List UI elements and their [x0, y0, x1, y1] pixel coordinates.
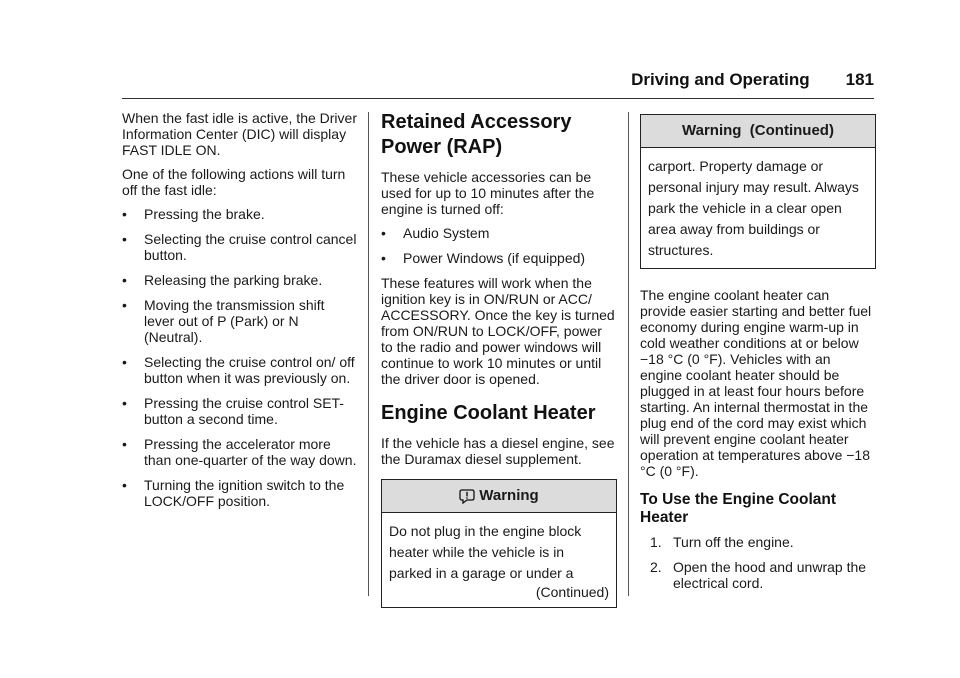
- engine-coolant-heater-heading: Engine Coolant Heater: [381, 402, 596, 424]
- rap-intro: These vehicle accessories can be used for up to 10 minutes after the engine is turned off:: [381, 169, 595, 217]
- fast-idle-actions-list: [122, 206, 358, 509]
- warning-header: [382, 480, 616, 513]
- bullet-dot-icon: •: [122, 477, 127, 493]
- bullet-dot-icon: •: [122, 436, 127, 452]
- warning-continued-body: carport. Property damage or personal injury may result. Always park the vehicle in a clear open area away from buildings or structures.: [648, 158, 859, 258]
- bullet-dot-icon: •: [122, 297, 127, 313]
- bullet-dot-icon: •: [381, 225, 386, 241]
- list-item: • Turning the ignition switch to the LOCK/OFF position.: [122, 477, 345, 509]
- list-item: • Pressing the cruise control SET- button a second time.: [122, 395, 344, 427]
- rap-body: These features will work when the ignition key is in ON/RUN or ACC/ ACCESSORY. Once the key is turned from ON/RUN to LOCK/OFF, power to the radio and power windows will continue to work 10 minutes or until the driver door is opened.: [381, 275, 615, 387]
- list-item: • Power Windows (if equipped): [381, 250, 586, 266]
- header-rule: [122, 98, 874, 99]
- warning-continued-title: Warning (Continued): [682, 122, 834, 139]
- page-number: 181: [845, 70, 874, 89]
- fast-idle-lead: One of the following actions will turn off the fast idle:: [122, 166, 346, 198]
- column-2: [381, 110, 617, 608]
- list-item: • Releasing the parking brake.: [122, 272, 323, 288]
- bullet-dot-icon: •: [122, 231, 127, 247]
- list-item: • Selecting the cruise control on/ off button when it was previously on.: [122, 354, 355, 386]
- list-item: • Selecting the cruise control cancel button.: [122, 231, 357, 263]
- list-item: 2. Open the hood and unwrap the electrical cord.: [650, 559, 867, 591]
- engine-coolant-heater-intro: If the vehicle has a diesel engine, see the Duramax diesel supplement.: [381, 435, 615, 467]
- column-1: [122, 110, 358, 518]
- warning-title: Warning: [479, 487, 539, 504]
- warning-continued-box: [640, 114, 876, 269]
- warning-body: [382, 513, 616, 607]
- warning-text: Do not plug in the engine block heater while the vehicle is in parked in a garage or under a: [389, 523, 582, 581]
- warning-box: [381, 479, 617, 608]
- list-item: • Pressing the accelerator more than one-quarter of the way down.: [122, 436, 357, 468]
- column-divider-2: [628, 112, 629, 596]
- bullet-dot-icon: •: [122, 395, 127, 411]
- use-heater-steps: [640, 534, 876, 591]
- page-header: [122, 70, 874, 90]
- use-heater-subheading: To Use the Engine Coolant Heater: [640, 491, 837, 526]
- fast-idle-intro: When the fast idle is active, the Driver Information Center (DIC) will display FAST IDLE ON.: [122, 110, 357, 158]
- bullet-dot-icon: •: [381, 250, 386, 266]
- section-title: Driving and Operating: [631, 70, 810, 89]
- rap-accessories-list: [381, 225, 617, 266]
- list-item: • Moving the transmission shift lever out of P (Park) or N (Neutral).: [122, 297, 325, 345]
- list-item: • Pressing the brake.: [122, 206, 265, 222]
- rap-heading: Retained Accessory Power (RAP): [381, 111, 572, 158]
- warning-continued-header: [641, 115, 875, 148]
- bullet-dot-icon: •: [122, 206, 127, 222]
- column-3: [640, 114, 876, 600]
- warning-icon: [459, 488, 475, 504]
- list-item: • Audio System: [381, 225, 490, 241]
- engine-coolant-heater-body: The engine coolant heater can provide easier starting and better fuel economy during engine warm-up in cold weather conditions at or below −18 °C (0 °F). Vehicles with an engine coolant heater should be plugged in at least four hours before starting. An internal thermostat in the plug end of the cord may exist which will prevent engine coolant heater operation at temperatures above −18 °C (0 °F).: [640, 287, 872, 479]
- bullet-dot-icon: •: [122, 354, 127, 370]
- bullet-dot-icon: •: [122, 272, 127, 288]
- warning-continued-label: (Continued): [535, 584, 609, 600]
- column-divider-1: [368, 112, 369, 596]
- list-item: 1. Turn off the engine.: [650, 534, 794, 550]
